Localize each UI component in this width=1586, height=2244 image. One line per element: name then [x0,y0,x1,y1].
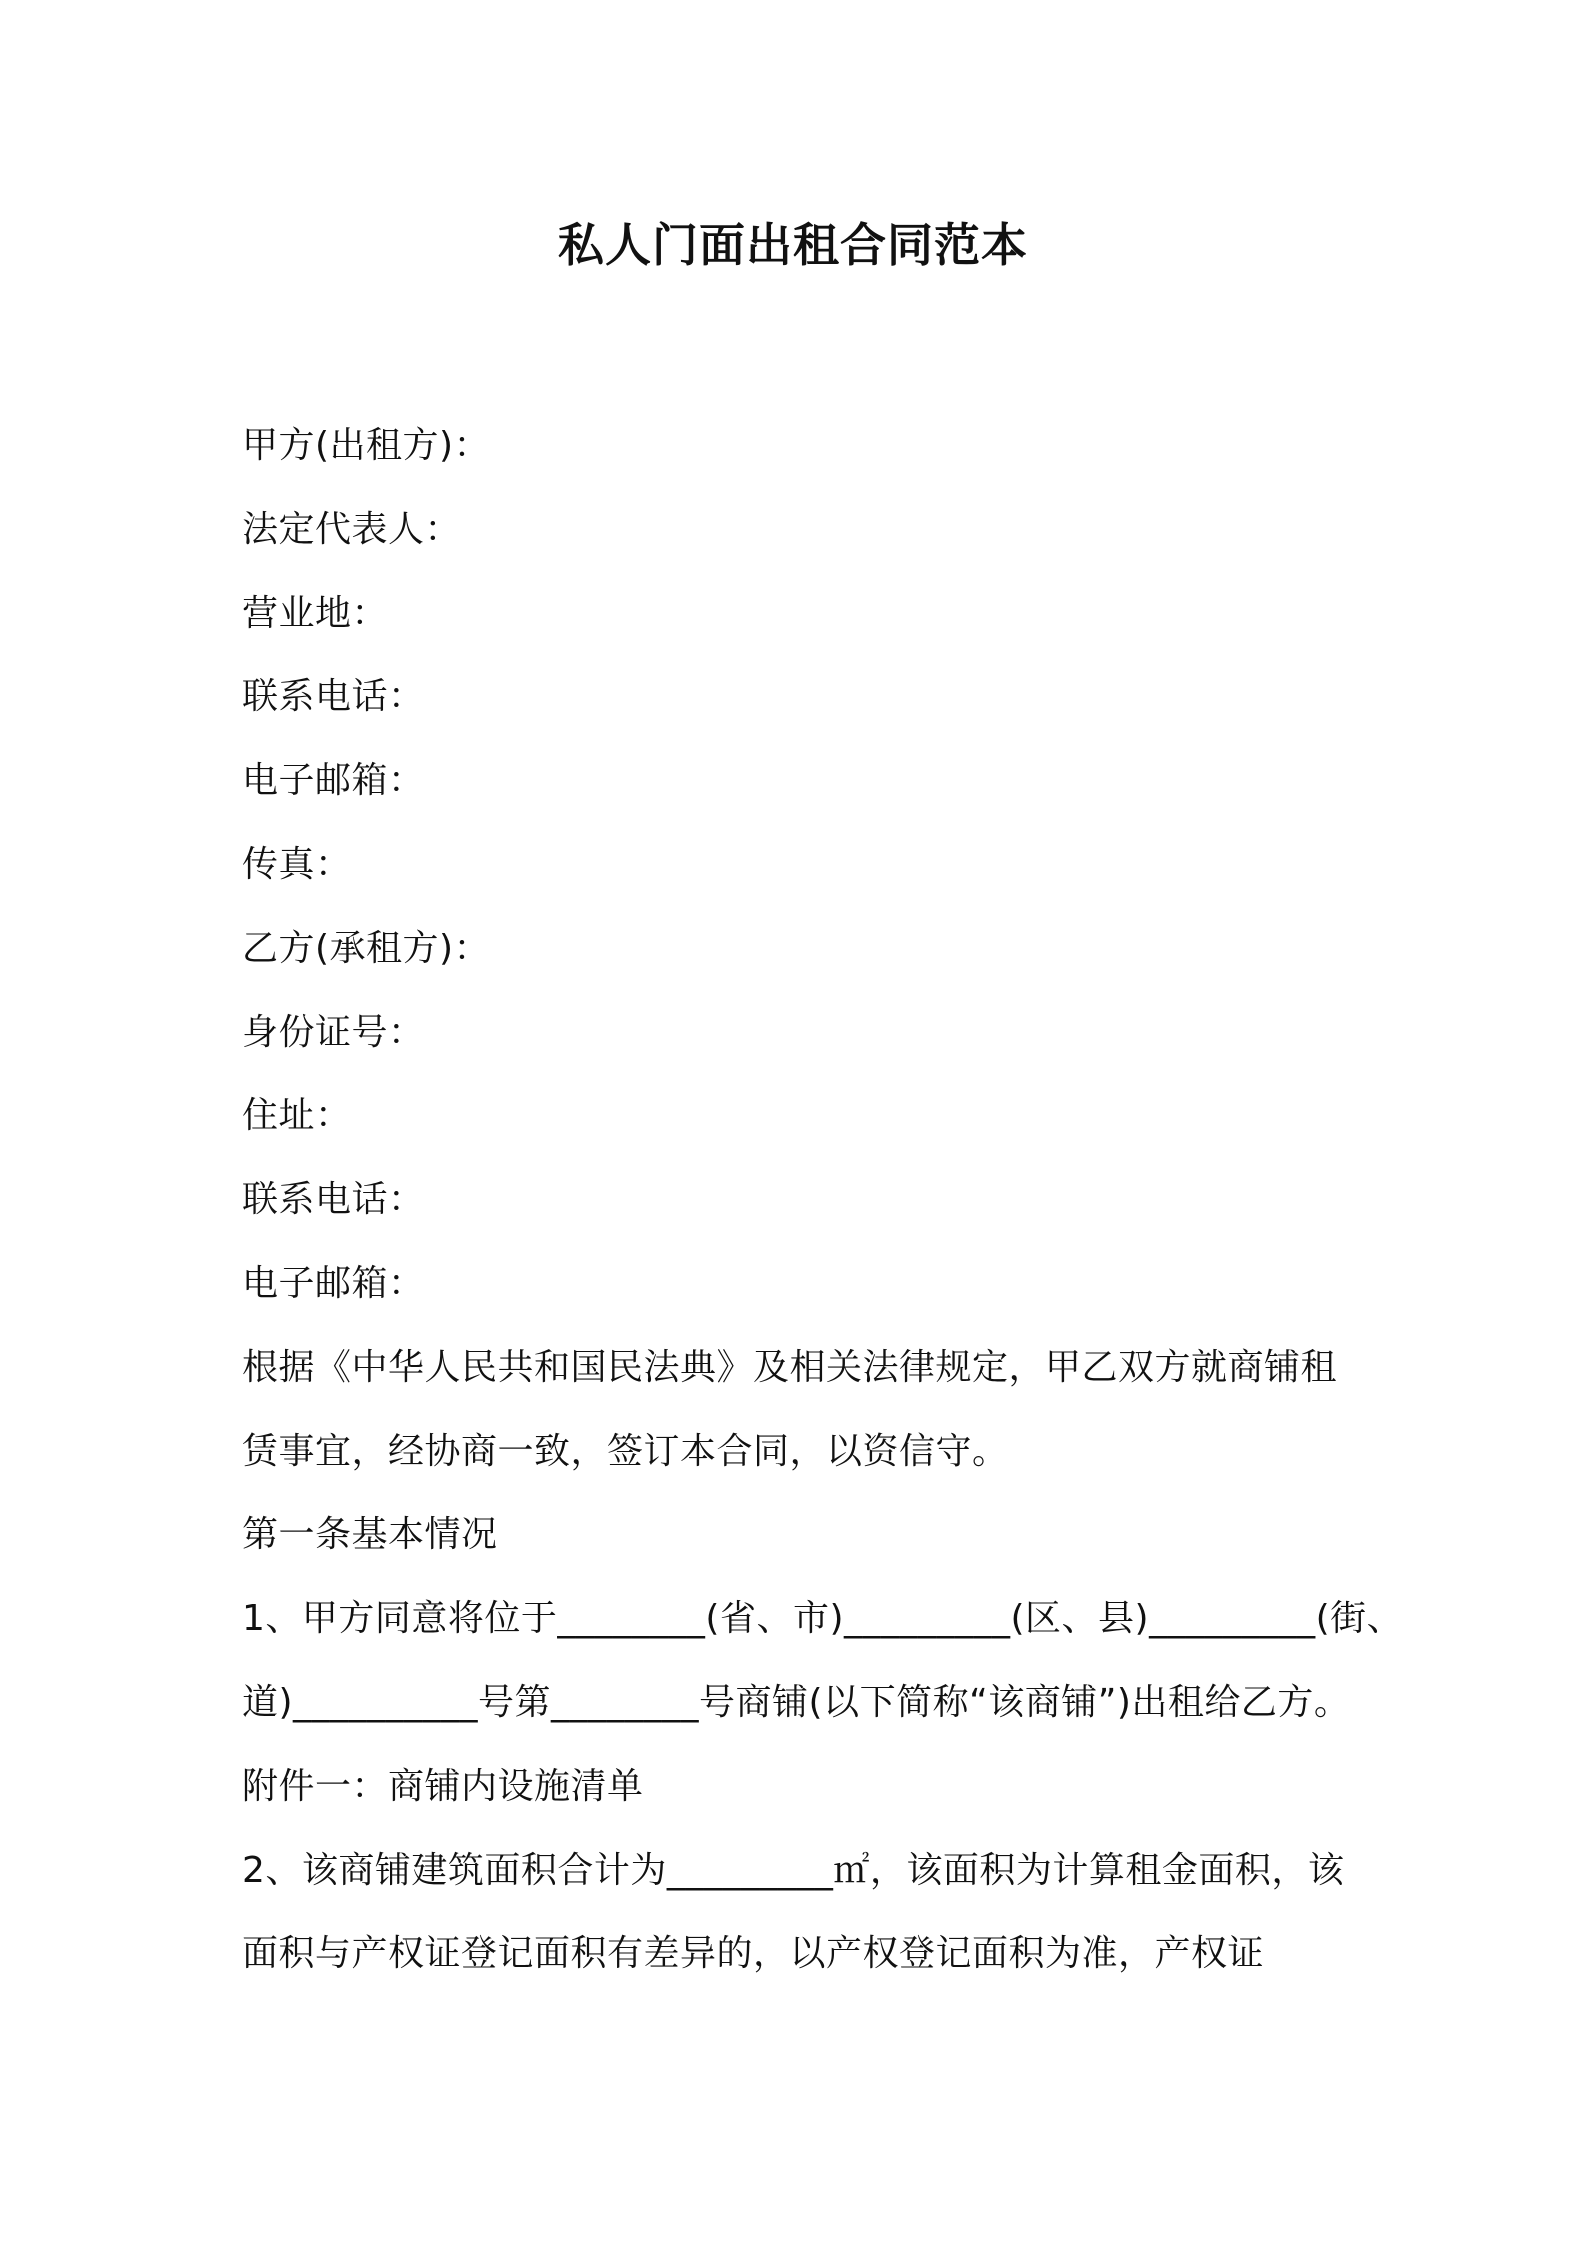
clause-1-line-1: 1、甲方同意将位于________(省、市)_________(区、县)_________(街、 [242,1598,1404,1640]
residence-field: 住址： [242,1095,352,1137]
document-body [242,404,1404,1996]
lessor-field: 甲方(出租方)： [242,425,491,466]
preamble-line-1: 根据《中华人民共和国民法典》及相关法律规定，甲乙双方就商铺租 [242,1346,1338,1388]
lessor-phone-field: 联系电话： [242,676,425,718]
business-address-field: 营业地： [242,592,389,634]
clause-2-line-1: 2、该商铺建筑面积合计为_________㎡，该面积为计算租金面积，该 [242,1849,1345,1891]
lessee-phone-field: 联系电话： [242,1179,425,1221]
article-one-heading: 第一条基本情况 [242,1514,498,1556]
clause-2-line-2: 面积与产权证登记面积有差异的，以产权登记面积为准，产权证 [242,1933,1265,1975]
lessee-email-field: 电子邮箱： [242,1262,425,1304]
lessee-field: 乙方(承租方)： [242,927,491,969]
clause-1-line-2: 道)__________号第________号商铺(以下简称“该商铺”)出租给乙方。 [242,1681,1351,1723]
legal-representative-field: 法定代表人： [242,508,462,550]
attachment-one-line: 附件一：商铺内设施清单 [242,1765,644,1807]
preamble-line-2: 赁事宜，经协商一致，签订本合同，以资信守。 [242,1430,1009,1472]
document-title: 私人门面出租合同范本 [558,218,1028,272]
fax-field: 传真： [242,843,352,885]
lessor-email-field: 电子邮箱： [242,760,425,802]
id-number-field: 身份证号： [242,1011,425,1053]
